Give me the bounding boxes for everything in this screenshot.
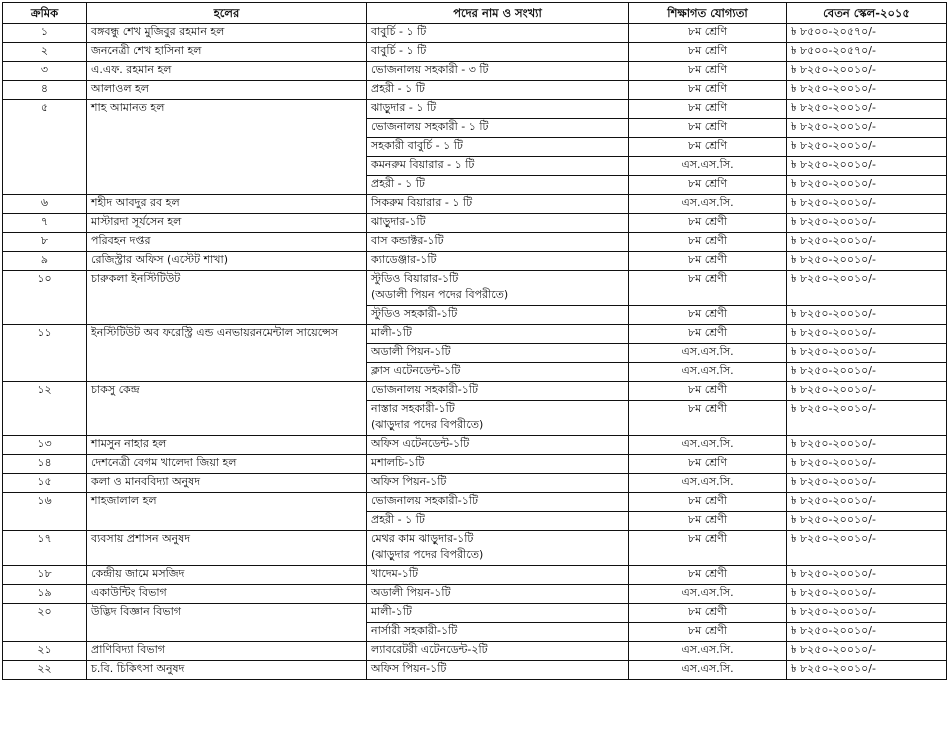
cell-pay-scale: ৳ ৮২৫০-২০০১০/- <box>787 401 947 436</box>
table-row <box>3 474 947 493</box>
cell-qualification: এস.এস.সি. <box>629 661 787 680</box>
table-row <box>3 214 947 233</box>
cell-pay-scale: ৳ ৮২৫০-২০০১০/- <box>787 455 947 474</box>
cell-serial: ১৮ <box>3 566 87 585</box>
post-note: (অডালী পিয়ন পদের বিপরীতে) <box>371 288 509 301</box>
cell-post <box>367 100 629 119</box>
cell-hall: কেন্দ্রীয় জামে মসজিদ <box>87 566 367 585</box>
cell-pay-scale: ৳ ৮২৫০-২০০১০/- <box>787 604 947 623</box>
cell-pay-scale: ৳ ৮৫০০-২০৫৭০/- <box>787 24 947 43</box>
cell-hall: চাকসু কেন্দ্র <box>87 382 367 436</box>
cell-post <box>367 455 629 474</box>
cell-hall: দেশনেত্রী বেগম খালেদা জিয়া হল <box>87 455 367 474</box>
cell-qualification: ৮ম শ্রেণি <box>629 455 787 474</box>
cell-pay-scale: ৳ ৮২৫০-২০০১০/- <box>787 623 947 642</box>
post-name: মালী-১টি <box>371 326 412 339</box>
cell-post <box>367 604 629 623</box>
cell-serial: ১৭ <box>3 531 87 566</box>
cell-serial: ৬ <box>3 195 87 214</box>
cell-hall: কলা ও মানববিদ্যা অনুষদ <box>87 474 367 493</box>
cell-hall: চারুকলা ইনস্টিটিউট <box>87 271 367 325</box>
post-name: প্রহরী - ১ টি <box>371 513 425 526</box>
table-row <box>3 325 947 344</box>
cell-pay-scale: ৳ ৮২৫০-২০০১০/- <box>787 119 947 138</box>
cell-post <box>367 436 629 455</box>
cell-post <box>367 642 629 661</box>
cell-hall: শাহ আমানত হল <box>87 100 367 195</box>
table-row <box>3 604 947 623</box>
table-row <box>3 436 947 455</box>
post-name: স্টুডিও সহকারী-১টি <box>371 307 458 320</box>
cell-post <box>367 81 629 100</box>
post-name: অডালী পিয়ন-১টি <box>371 586 451 599</box>
cell-qualification: ৮ম শ্রেণী <box>629 382 787 401</box>
cell-hall: এ.এফ. রহমান হল <box>87 62 367 81</box>
cell-qualification: এস.এস.সি. <box>629 474 787 493</box>
cell-qualification: এস.এস.সি. <box>629 344 787 363</box>
cell-pay-scale: ৳ ৮২৫০-২০০১০/- <box>787 344 947 363</box>
table-row <box>3 493 947 512</box>
cell-serial: ১৩ <box>3 436 87 455</box>
cell-post <box>367 157 629 176</box>
cell-pay-scale: ৳ ৮২৫০-২০০১০/- <box>787 214 947 233</box>
table-body <box>3 24 947 680</box>
cell-serial: ১১ <box>3 325 87 382</box>
cell-hall: মাস্টারদা সূর্যসেন হল <box>87 214 367 233</box>
cell-pay-scale: ৳ ৮২৫০-২০০১০/- <box>787 512 947 531</box>
cell-post <box>367 24 629 43</box>
cell-qualification: ৮ম শ্রেণী <box>629 566 787 585</box>
cell-pay-scale: ৳ ৮২৫০-২০০১০/- <box>787 493 947 512</box>
cell-post <box>367 271 629 306</box>
cell-serial: ১ <box>3 24 87 43</box>
post-name: ল্যাবরেটরী এটেনডেন্ট-২টি <box>371 643 488 656</box>
cell-pay-scale: ৳ ৮২৫০-২০০১০/- <box>787 195 947 214</box>
cell-qualification: ৮ম শ্রেণি <box>629 138 787 157</box>
cell-hall: শামসুন নাহার হল <box>87 436 367 455</box>
cell-qualification: ৮ম শ্রেণি <box>629 176 787 195</box>
cell-post <box>367 493 629 512</box>
post-note: (ঝাড়ুদার পদের বিপরীতে) <box>371 418 484 431</box>
post-name: ঝাড়ুদার-১টি <box>371 215 426 228</box>
cell-serial: ১৯ <box>3 585 87 604</box>
cell-post <box>367 512 629 531</box>
cell-post <box>367 566 629 585</box>
cell-pay-scale: ৳ ৮২৫০-২০০১০/- <box>787 176 947 195</box>
table-row <box>3 271 947 306</box>
table-row <box>3 642 947 661</box>
header-post: পদের নাম ও সংখ্যা <box>367 3 629 24</box>
cell-post <box>367 119 629 138</box>
cell-post <box>367 382 629 401</box>
cell-post <box>367 474 629 493</box>
cell-qualification: ৮ম শ্রেণি <box>629 62 787 81</box>
cell-pay-scale: ৳ ৮২৫০-২০০১০/- <box>787 363 947 382</box>
post-name: প্রহরী - ১ টি <box>371 177 425 190</box>
cell-qualification: ৮ম শ্রেণি <box>629 119 787 138</box>
post-name: স্টুডিও বিয়ারার-১টি <box>371 272 459 285</box>
table-row <box>3 382 947 401</box>
cell-pay-scale: ৳ ৮২৫০-২০০১০/- <box>787 436 947 455</box>
table-header-row <box>3 3 947 24</box>
cell-serial: ৪ <box>3 81 87 100</box>
cell-post <box>367 661 629 680</box>
post-name: ক্যাডেঞ্জার-১টি <box>371 253 437 266</box>
cell-qualification: ৮ম শ্রেণী <box>629 306 787 325</box>
cell-qualification: ৮ম শ্রেণী <box>629 214 787 233</box>
cell-post <box>367 401 629 436</box>
post-name: অডালী পিয়ন-১টি <box>371 345 451 358</box>
cell-serial: ৫ <box>3 100 87 195</box>
table-row <box>3 100 947 119</box>
post-name: মশালচি-১টি <box>371 456 425 469</box>
post-name: ক্লাস এটেনডেন্ট-১টি <box>371 364 461 377</box>
cell-hall: জননেত্রী শেখ হাসিনা হল <box>87 43 367 62</box>
table-row <box>3 43 947 62</box>
cell-hall: চ.বি. চিকিৎসা অনুষদ <box>87 661 367 680</box>
cell-qualification: ৮ম শ্রেণী <box>629 271 787 306</box>
cell-post <box>367 623 629 642</box>
cell-serial: ১৫ <box>3 474 87 493</box>
cell-qualification: এস.এস.সি. <box>629 436 787 455</box>
table-row <box>3 233 947 252</box>
cell-serial: ১২ <box>3 382 87 436</box>
cell-serial: ২২ <box>3 661 87 680</box>
cell-qualification: ৮ম শ্রেণী <box>629 325 787 344</box>
post-name: অফিস এটেনডেন্ট-১টি <box>371 437 470 450</box>
header-hall: হলের <box>87 3 367 24</box>
cell-serial: ৮ <box>3 233 87 252</box>
cell-qualification: ৮ম শ্রেণি <box>629 100 787 119</box>
cell-pay-scale: ৳ ৮২৫০-২০০১০/- <box>787 233 947 252</box>
cell-pay-scale: ৳ ৮৫০০-২০৫৭০/- <box>787 43 947 62</box>
cell-post <box>367 176 629 195</box>
header-serial: ক্রমিক <box>3 3 87 24</box>
table-row <box>3 24 947 43</box>
table-row <box>3 661 947 680</box>
post-name: অফিস পিয়ন-১টি <box>371 662 447 675</box>
cell-pay-scale: ৳ ৮২৫০-২০০১০/- <box>787 62 947 81</box>
post-name: সহকারী বাবুর্চি - ১ টি <box>371 139 463 152</box>
cell-qualification: ৮ম শ্রেণী <box>629 623 787 642</box>
cell-serial: ৩ <box>3 62 87 81</box>
table-row <box>3 566 947 585</box>
cell-pay-scale: ৳ ৮২৫০-২০০১০/- <box>787 271 947 306</box>
post-name: ঝাড়ুদার - ১ টি <box>371 101 437 114</box>
cell-pay-scale: ৳ ৮২৫০-২০০১০/- <box>787 306 947 325</box>
cell-pay-scale: ৳ ৮২৫০-২০০১০/- <box>787 100 947 119</box>
post-name: ভোজনালয় সহকারী - ৩ টি <box>371 63 489 76</box>
cell-hall: ইনস্টিটিউট অব ফরেস্ট্রি এন্ড এনভায়রনমেন্টাল সায়েন্সেস <box>87 325 367 382</box>
cell-qualification: এস.এস.সি. <box>629 363 787 382</box>
cell-post <box>367 363 629 382</box>
cell-post <box>367 62 629 81</box>
vacancy-table <box>2 2 947 680</box>
vacancy-document <box>2 2 946 680</box>
cell-serial: ১৬ <box>3 493 87 531</box>
cell-pay-scale: ৳ ৮২৫০-২০০১০/- <box>787 642 947 661</box>
header-pay-scale: বেতন স্কেল-২০১৫ <box>787 3 947 24</box>
cell-post <box>367 233 629 252</box>
table-row <box>3 531 947 566</box>
cell-post <box>367 306 629 325</box>
post-name: অফিস পিয়ন-১টি <box>371 475 447 488</box>
cell-hall: উদ্ভিদ বিজ্ঞান বিভাগ <box>87 604 367 642</box>
cell-qualification: এস.এস.সি. <box>629 642 787 661</box>
cell-hall: আলাওল হল <box>87 81 367 100</box>
post-note: (ঝাড়ুদার পদের বিপরীতে) <box>371 548 484 561</box>
cell-pay-scale: ৳ ৮২৫০-২০০১০/- <box>787 531 947 566</box>
table-row <box>3 62 947 81</box>
post-name: মেথর কাম ঝাড়ুদার-১টি <box>371 532 474 545</box>
cell-serial: ২১ <box>3 642 87 661</box>
cell-post <box>367 344 629 363</box>
cell-qualification: ৮ম শ্রেণি <box>629 81 787 100</box>
cell-qualification: এস.এস.সি. <box>629 157 787 176</box>
cell-pay-scale: ৳ ৮২৫০-২০০১০/- <box>787 382 947 401</box>
cell-qualification: ৮ম শ্রেণী <box>629 252 787 271</box>
cell-post <box>367 531 629 566</box>
cell-serial: ১৪ <box>3 455 87 474</box>
cell-post <box>367 138 629 157</box>
cell-pay-scale: ৳ ৮২৫০-২০০১০/- <box>787 325 947 344</box>
cell-hall: প্রাণিবিদ্যা বিভাগ <box>87 642 367 661</box>
post-name: ভোজনালয় সহকারী-১টি <box>371 383 478 396</box>
cell-qualification: এস.এস.সি. <box>629 195 787 214</box>
cell-pay-scale: ৳ ৮২৫০-২০০১০/- <box>787 566 947 585</box>
post-name: বাস কন্ডাক্টর-১টি <box>371 234 444 247</box>
cell-hall: বঙ্গবন্ধু শেখ মুজিবুর রহমান হল <box>87 24 367 43</box>
cell-qualification: এস.এস.সি. <box>629 585 787 604</box>
post-name: নাস্তার সহকারী-১টি <box>371 402 455 415</box>
post-name: সিকরুম বিয়ারার - ১ টি <box>371 196 473 209</box>
cell-serial: ৭ <box>3 214 87 233</box>
table-row <box>3 585 947 604</box>
cell-hall: শাহজালাল হল <box>87 493 367 531</box>
table-row <box>3 455 947 474</box>
cell-qualification: ৮ম শ্রেণী <box>629 493 787 512</box>
cell-post <box>367 325 629 344</box>
cell-post <box>367 43 629 62</box>
cell-hall: পরিবহন দপ্তর <box>87 233 367 252</box>
cell-serial: ১০ <box>3 271 87 325</box>
cell-qualification: ৮ম শ্রেণি <box>629 43 787 62</box>
cell-pay-scale: ৳ ৮২৫০-২০০১০/- <box>787 474 947 493</box>
post-name: বাবুর্চি - ১ টি <box>371 44 427 57</box>
cell-pay-scale: ৳ ৮২৫০-২০০১০/- <box>787 157 947 176</box>
cell-post <box>367 214 629 233</box>
cell-hall: রেজিস্ট্রার অফিস (এস্টেট শাখা) <box>87 252 367 271</box>
table-row <box>3 195 947 214</box>
cell-hall: ব্যবসায় প্রশাসন অনুষদ <box>87 531 367 566</box>
cell-pay-scale: ৳ ৮২৫০-২০০১০/- <box>787 661 947 680</box>
cell-hall: শহীদ আবদুর রব হল <box>87 195 367 214</box>
table-row <box>3 252 947 271</box>
post-name: মালী-১টি <box>371 605 412 618</box>
post-name: বাবুর্চি - ১ টি <box>371 25 427 38</box>
cell-hall: একাউন্টিং বিভাগ <box>87 585 367 604</box>
cell-serial: ৯ <box>3 252 87 271</box>
cell-qualification: ৮ম শ্রেণী <box>629 233 787 252</box>
cell-qualification: ৮ম শ্রেণী <box>629 512 787 531</box>
post-name: কমনরুম বিয়ারার - ১ টি <box>371 158 475 171</box>
cell-pay-scale: ৳ ৮২৫০-২০০১০/- <box>787 81 947 100</box>
post-name: ভোজনালয় সহকারী-১টি <box>371 494 478 507</box>
cell-serial: ২০ <box>3 604 87 642</box>
cell-qualification: ৮ম শ্রেণী <box>629 531 787 566</box>
cell-serial: ২ <box>3 43 87 62</box>
cell-pay-scale: ৳ ৮২৫০-২০০১০/- <box>787 252 947 271</box>
table-row <box>3 81 947 100</box>
post-name: খাদেম-১টি <box>371 567 418 580</box>
cell-post <box>367 585 629 604</box>
cell-pay-scale: ৳ ৮২৫০-২০০১০/- <box>787 138 947 157</box>
post-name: ভোজনালয় সহকারী - ১ টি <box>371 120 489 133</box>
cell-pay-scale: ৳ ৮২৫০-২০০১০/- <box>787 585 947 604</box>
post-name: প্রহরী - ১ টি <box>371 82 425 95</box>
cell-qualification: ৮ম শ্রেণী <box>629 401 787 436</box>
post-name: নার্সারী সহকারী-১টি <box>371 624 458 637</box>
cell-qualification: ৮ম শ্রেণী <box>629 604 787 623</box>
cell-post <box>367 252 629 271</box>
header-qualification: শিক্ষাগত যোগ্যতা <box>629 3 787 24</box>
cell-qualification: ৮ম শ্রেণি <box>629 24 787 43</box>
cell-post <box>367 195 629 214</box>
